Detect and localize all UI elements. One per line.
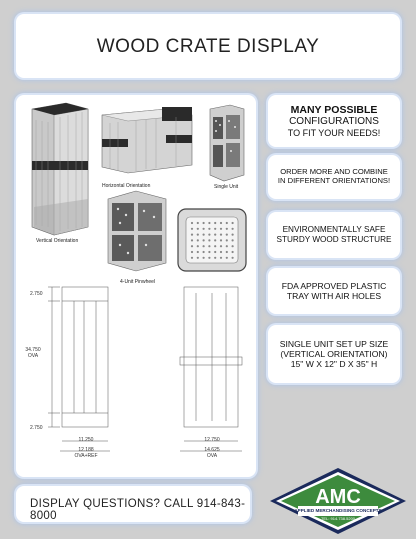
- air-hole: [191, 228, 193, 230]
- vertical-crate-image: [32, 103, 88, 235]
- feature-box-size: [268, 325, 400, 383]
- air-hole: [203, 251, 205, 253]
- dim-w2: [66, 447, 106, 459]
- feature-line: ENVIRONMENTALLY SAFE: [282, 225, 386, 235]
- air-hole: [226, 239, 228, 241]
- air-hole: [226, 245, 228, 247]
- air-hole: [197, 239, 199, 241]
- pinwheel-image: [108, 191, 166, 271]
- air-hole: [203, 222, 205, 224]
- air-hole: [197, 234, 199, 236]
- air-hole: [208, 222, 210, 224]
- air-hole: [214, 234, 216, 236]
- air-hole: [214, 251, 216, 253]
- logo-letters: AMC: [315, 486, 361, 508]
- air-hole: [226, 251, 228, 253]
- air-hole: [220, 228, 222, 230]
- dim-w2-unit: OVA+REF: [74, 453, 98, 459]
- dim-height-value: 34.750: [25, 347, 41, 353]
- dim-height: [18, 347, 48, 359]
- air-hole: [232, 239, 234, 241]
- single-unit-image: [210, 105, 244, 181]
- feature-line: TO FIT YOUR NEEDS!: [287, 127, 381, 138]
- dim-w4-unit: OVA: [206, 453, 218, 459]
- air-hole: [226, 222, 228, 224]
- air-hole: [208, 245, 210, 247]
- dim-w3: 12.750: [204, 437, 220, 443]
- feature-line: IN DIFFERENT ORIENTATIONS!: [277, 176, 391, 185]
- air-hole: [214, 245, 216, 247]
- air-hole: [203, 239, 205, 241]
- air-hole: [191, 257, 193, 259]
- air-hole: [208, 251, 210, 253]
- amc-logo: [268, 466, 408, 536]
- logo-company-name: APPLIED MERCHANDISING CONCEPTS: [294, 508, 382, 513]
- air-hole: [226, 228, 228, 230]
- feature-line: (VERTICAL ORIENTATION): [280, 348, 388, 359]
- crate-illustrations: [16, 95, 256, 477]
- horizontal-crate-image: [102, 107, 192, 173]
- page-title: WOOD CRATE DISPLAY: [96, 36, 320, 57]
- caption-vertical: Vertical Orientation: [36, 238, 79, 244]
- air-hole: [197, 251, 199, 253]
- tray-image: [178, 209, 246, 271]
- illustration-card: [16, 95, 256, 477]
- air-hole: [232, 228, 234, 230]
- air-hole: [203, 245, 205, 247]
- feature-line: SINGLE UNIT SET UP SIZE: [279, 338, 389, 349]
- air-hole: [208, 239, 210, 241]
- feature-box-configurations: [268, 95, 400, 147]
- feature-line: TRAY WITH AIR HOLES: [286, 291, 382, 301]
- air-hole: [220, 234, 222, 236]
- title-card: [16, 14, 400, 78]
- contact-card: [16, 486, 250, 522]
- air-hole: [232, 257, 234, 259]
- air-hole: [220, 251, 222, 253]
- feature-line: MANY POSSIBLE: [290, 103, 378, 116]
- feature-line: FDA APPROVED PLASTIC: [281, 280, 387, 291]
- feature-box-wood: [268, 212, 400, 258]
- air-hole: [214, 239, 216, 241]
- feature-line: 15" W X 12" D X 35" H: [290, 359, 378, 370]
- caption-single: Single Unit: [214, 184, 239, 190]
- air-hole: [232, 222, 234, 224]
- logo-tel: TEL: 914.738.5200: [320, 516, 356, 521]
- air-hole: [191, 239, 193, 241]
- dim-w2-value: 12.188: [78, 447, 94, 453]
- air-hole: [220, 245, 222, 247]
- feature-line: STURDY WOOD STRUCTURE: [276, 235, 392, 244]
- dim-height-unit: OVA: [27, 353, 39, 359]
- air-hole: [232, 251, 234, 253]
- air-hole: [208, 228, 210, 230]
- front-view-drawing: [180, 287, 242, 451]
- dim-bottom: 2.750: [30, 425, 43, 431]
- contact-text: DISPLAY QUESTIONS? CALL 914-843-8000: [30, 498, 246, 522]
- caption-pinwheel: 4-Unit Pinwheel: [120, 279, 156, 285]
- air-hole: [191, 245, 193, 247]
- air-hole: [232, 234, 234, 236]
- air-hole: [214, 228, 216, 230]
- air-hole: [197, 245, 199, 247]
- air-hole: [220, 239, 222, 241]
- air-hole: [191, 251, 193, 253]
- air-hole: [203, 234, 205, 236]
- air-hole: [203, 257, 205, 259]
- dim-w1: 11.250: [78, 437, 94, 443]
- air-hole: [197, 228, 199, 230]
- air-hole: [191, 234, 193, 236]
- feature-box-tray: [268, 268, 400, 314]
- feature-line: ORDER MORE AND COMBINE: [280, 167, 388, 177]
- dim-w4: [192, 447, 232, 459]
- feature-line: CONFIGURATIONS: [289, 115, 379, 127]
- air-hole: [214, 257, 216, 259]
- side-view-drawing: [48, 287, 110, 451]
- dim-top: 2.750: [30, 291, 43, 297]
- air-hole: [214, 222, 216, 224]
- air-hole: [220, 257, 222, 259]
- air-hole: [226, 234, 228, 236]
- air-hole: [232, 245, 234, 247]
- air-hole: [203, 228, 205, 230]
- feature-box-combine: [268, 155, 400, 199]
- air-hole: [208, 234, 210, 236]
- air-hole: [208, 257, 210, 259]
- air-hole: [226, 257, 228, 259]
- air-hole: [191, 222, 193, 224]
- air-hole: [197, 222, 199, 224]
- dim-w4-value: 14.625: [204, 447, 220, 453]
- caption-horizontal: Horizontal Orientation: [102, 183, 151, 189]
- air-hole: [197, 257, 199, 259]
- air-hole: [220, 222, 222, 224]
